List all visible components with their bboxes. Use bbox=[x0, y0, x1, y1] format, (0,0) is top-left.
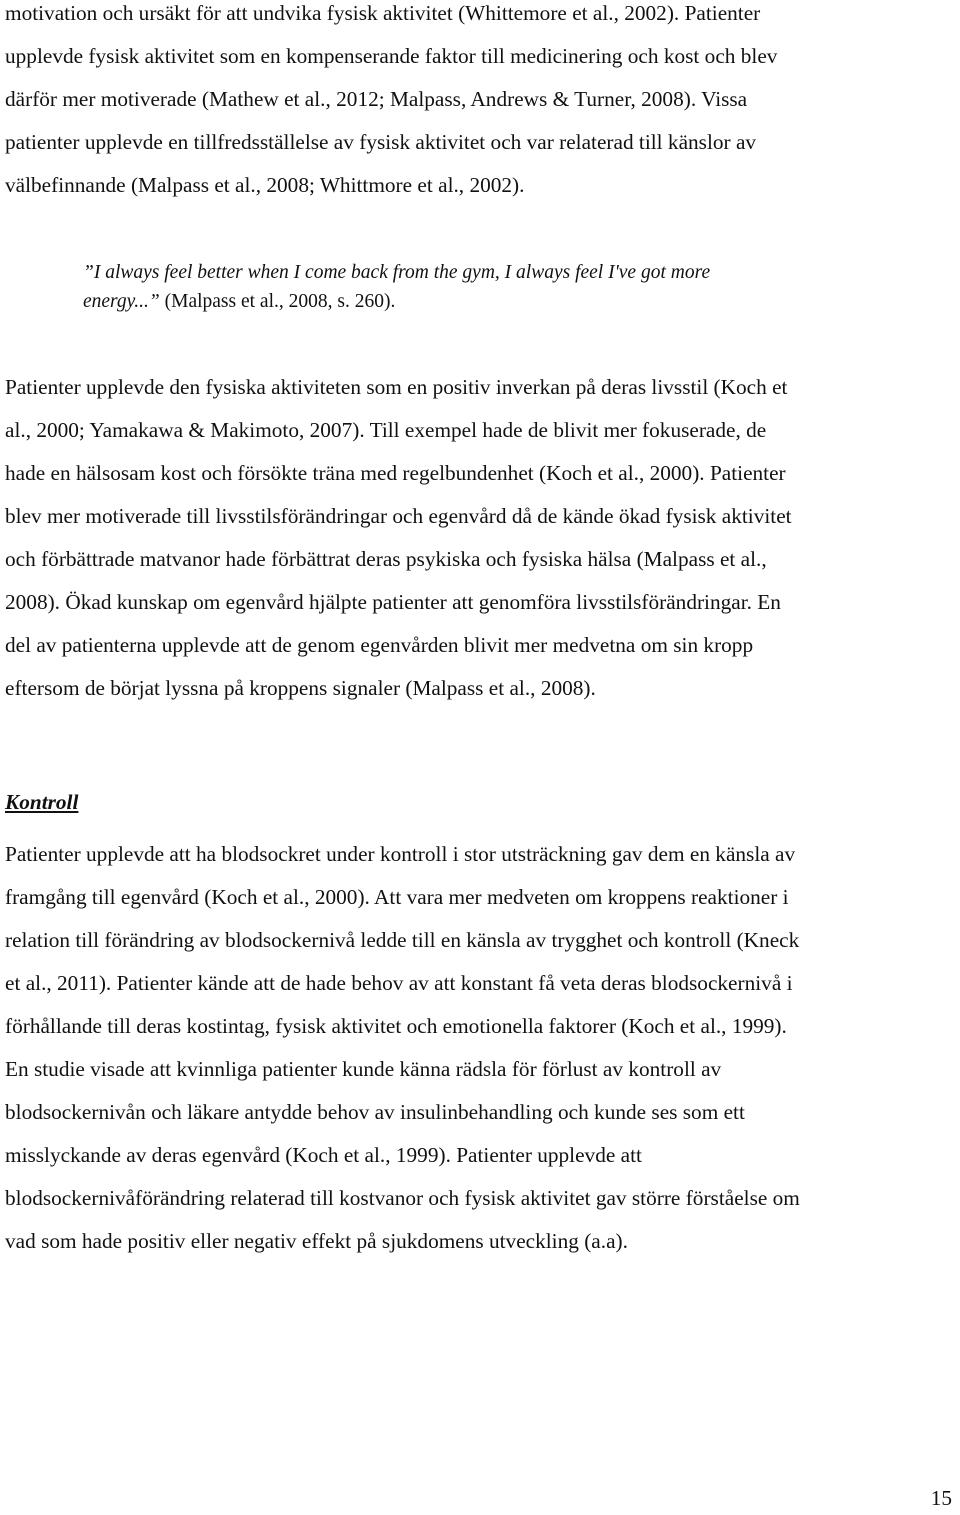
text-line: välbefinnande (Malpass et al., 2008; Whittmore et al., 2002). bbox=[5, 173, 525, 197]
quote-text-end: energy...” bbox=[83, 291, 160, 312]
page-number: 15 bbox=[930, 1486, 952, 1510]
text-line: del av patienterna upplevde att de genom egenvården blivit mer medvetna om sin kropp bbox=[5, 633, 754, 657]
text-line: därför mer motiverade (Mathew et al., 2012; Malpass, Andrews & Turner, 2008). Vissa bbox=[5, 87, 748, 111]
text-line: patienter upplevde en tillfredsställelse av fysisk aktivitet och var relaterad till känslor av bbox=[5, 130, 757, 154]
text-line: relation till förändring av blodsockernivå ledde till en känsla av trygghet och kontroll (Kneck bbox=[5, 928, 800, 952]
text-line: motivation och ursäkt för att undvika fysisk aktivitet (Whittemore et al., 2002). Patienter bbox=[5, 1, 761, 25]
text-line: hade en hälsosam kost och försökte träna med regelbundenhet (Koch et al., 2000). Patienter bbox=[5, 461, 786, 485]
text-line: En studie visade att kvinnliga patienter kunde känna rädsla för förlust av kontroll av bbox=[5, 1057, 722, 1081]
text-line: Patienter upplevde att ha blodsockret under kontroll i stor utsträckning gav dem en känsla av bbox=[5, 842, 796, 866]
text-line: eftersom de börjat lyssna på kroppens signaler (Malpass et al., 2008). bbox=[5, 676, 596, 700]
text-line: framgång till egenvård (Koch et al., 2000). Att vara mer medveten om kroppens reaktioner i bbox=[5, 885, 789, 909]
text-line: Patienter upplevde den fysiska aktiviteten som en positiv inverkan på deras livsstil (Koch et bbox=[5, 375, 788, 399]
text-line: vad som hade positiv eller negativ effekt på sjukdomens utveckling (a.a). bbox=[5, 1229, 628, 1253]
text-line: upplevde fysisk aktivitet som en kompenserande faktor till medicinering och kost och blev bbox=[5, 44, 778, 68]
quote-text: ”I always feel better when I come back from the gym, I always feel I've got more bbox=[83, 262, 711, 283]
text-line: blodsockernivån och läkare antydde behov av insulinbehandling och kunde ses som ett bbox=[5, 1100, 745, 1124]
section-heading: Kontroll bbox=[5, 790, 79, 814]
text-line: blev mer motiverade till livsstilsförändringar och egenvård då de kände ökad fysisk aktivitet bbox=[5, 504, 792, 528]
text-line: blodsockernivåförändring relaterad till kostvanor och fysisk aktivitet gav större förståelse om bbox=[5, 1186, 800, 1210]
body-paragraph-physical-activity bbox=[5, 0, 950, 207]
body-paragraph-control bbox=[5, 833, 950, 1263]
text-line: 2008). Ökad kunskap om egenvård hjälpte patienter att genomföra livsstilsförändringar. En bbox=[5, 590, 781, 614]
text-line: misslyckande av deras egenvård (Koch et al., 1999). Patienter upplevde att bbox=[5, 1143, 642, 1167]
text-line: förhållande till deras kostintag, fysisk aktivitet och emotionella faktorer (Koch et al., 1999). bbox=[5, 1014, 787, 1038]
body-paragraph-lifestyle bbox=[5, 366, 950, 710]
text-line: och förbättrade matvanor hade förbättrat deras psykiska och fysiska hälsa (Malpass et al., bbox=[5, 547, 767, 571]
quote-citation: (Malpass et al., 2008, s. 260). bbox=[159, 291, 396, 312]
quote-line-2 bbox=[83, 287, 943, 316]
text-line: et al., 2011). Patienter kände att de hade behov av att konstant få veta deras blodsockernivå i bbox=[5, 971, 793, 995]
text-line: al., 2000; Yamakawa & Makimoto, 2007). Till exempel hade de blivit mer fokuserade, de bbox=[5, 418, 767, 442]
block-quote bbox=[83, 258, 943, 316]
